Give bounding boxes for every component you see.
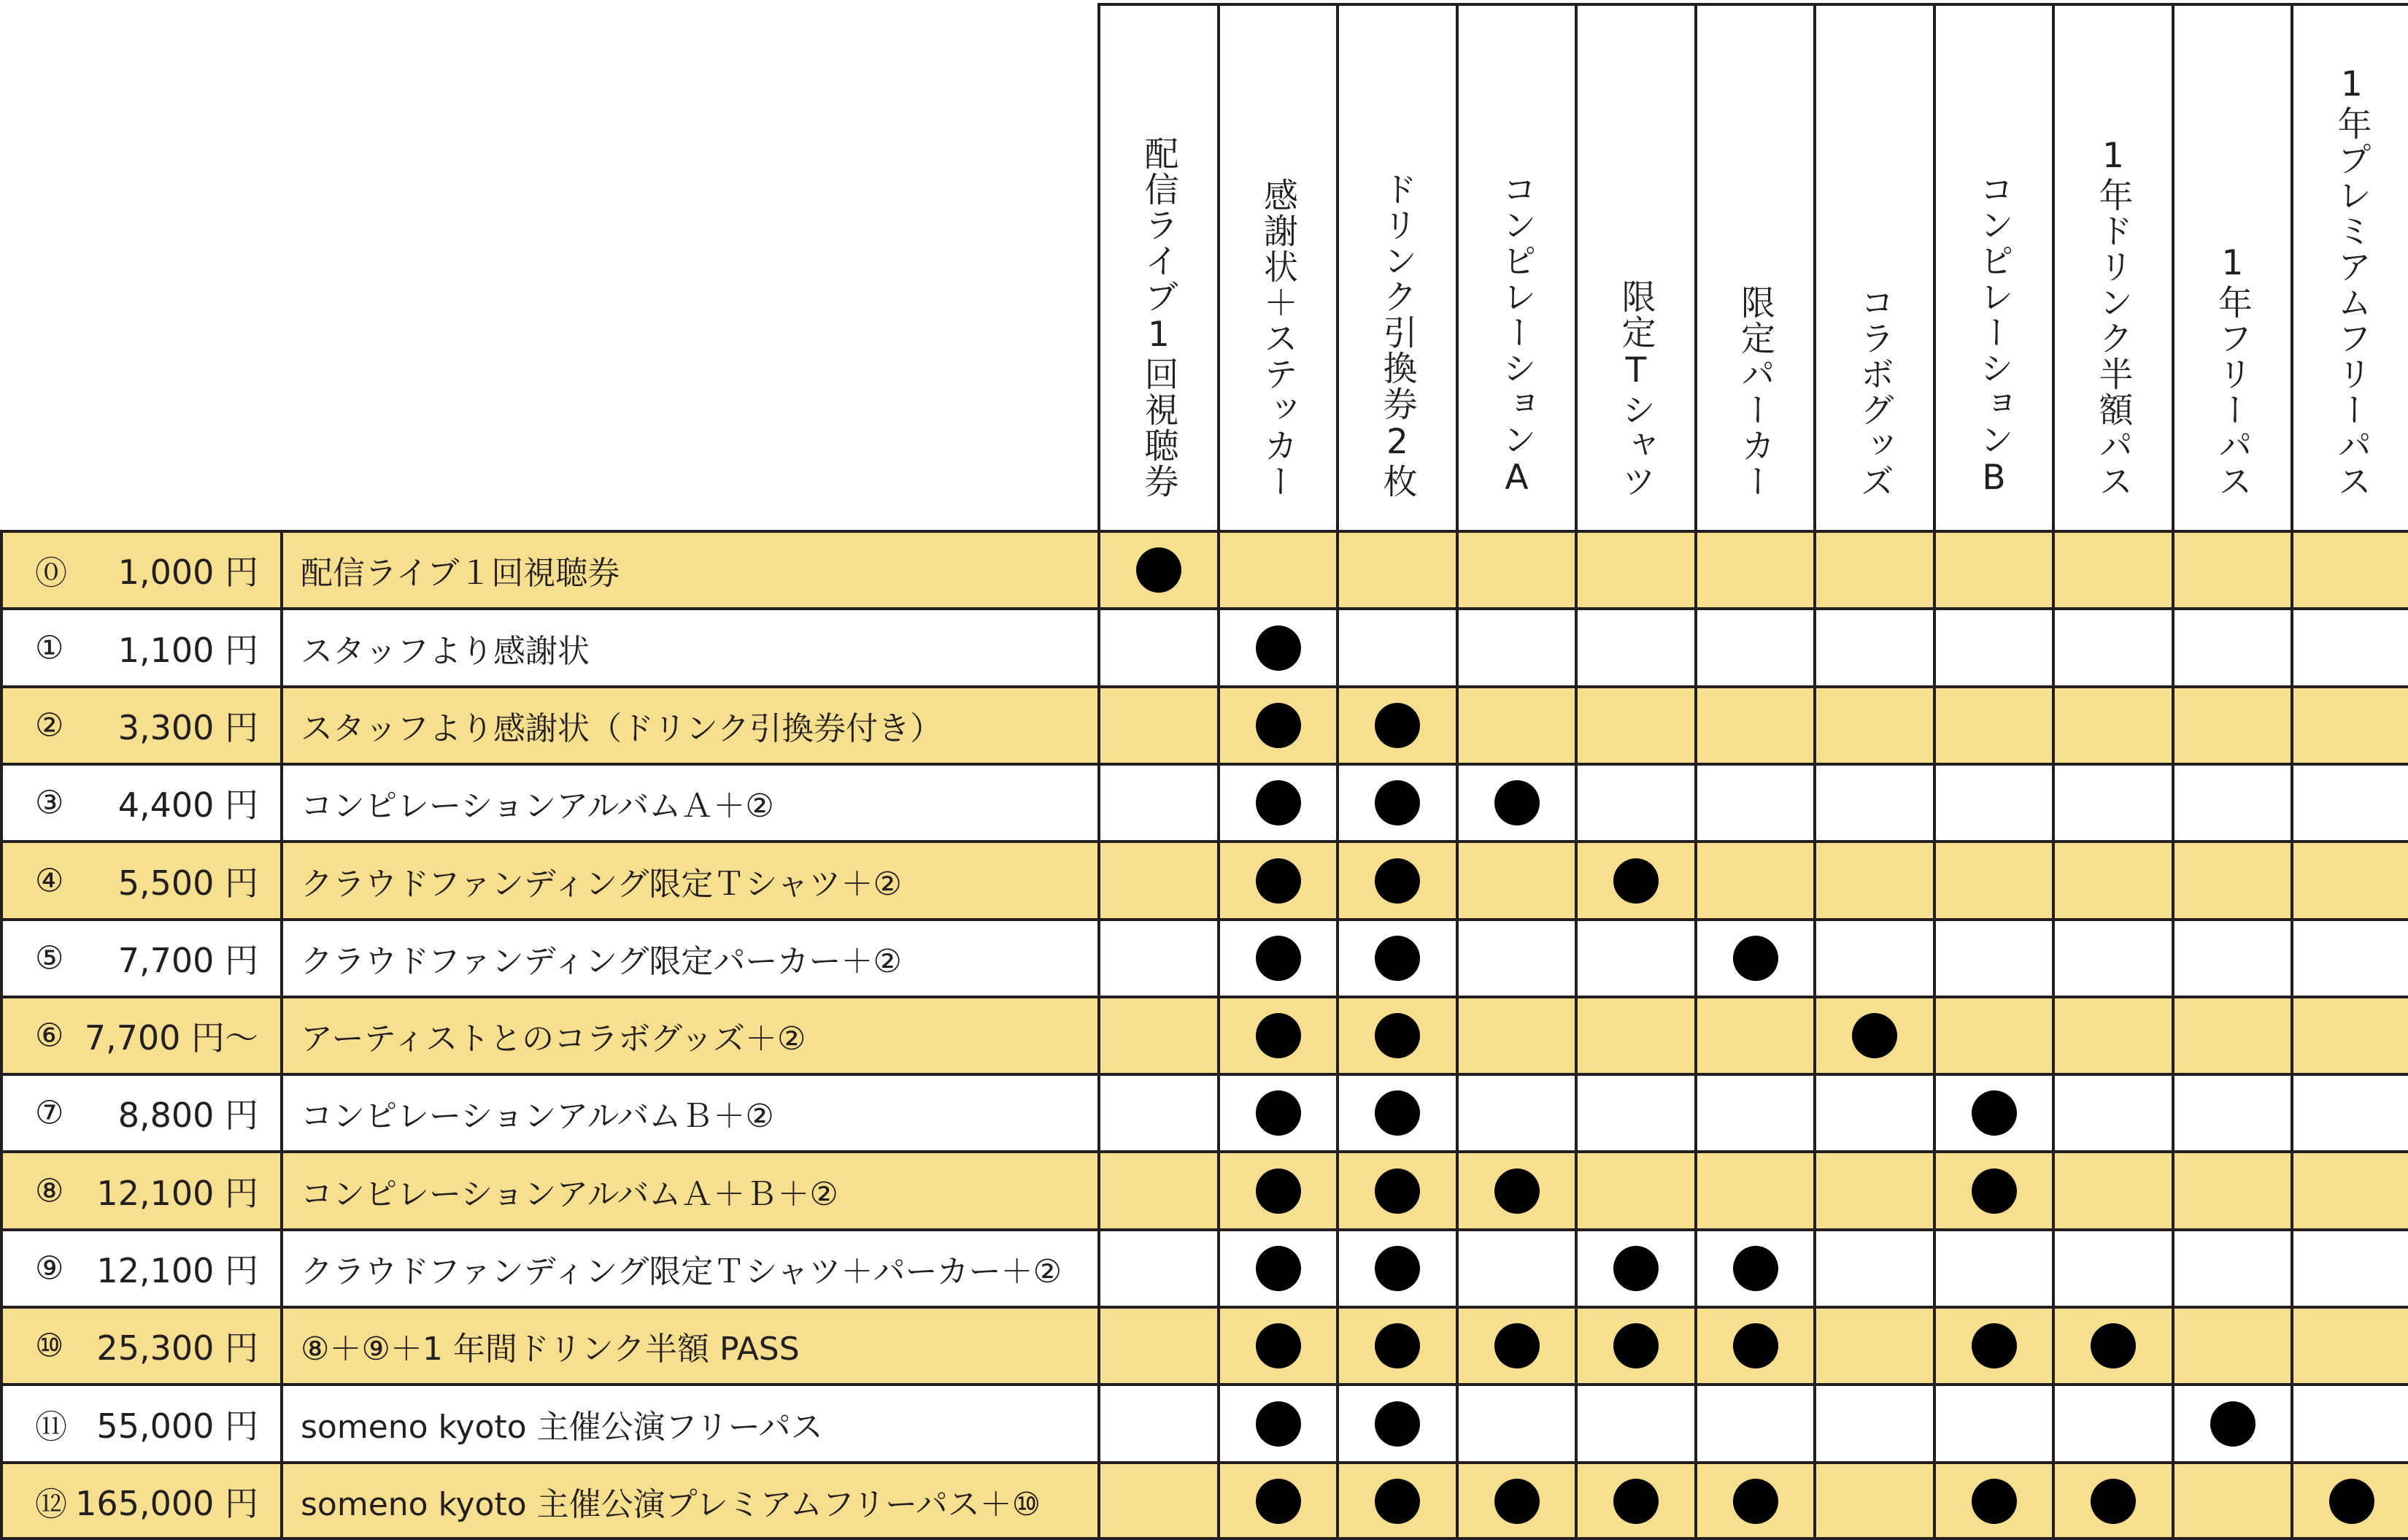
mark-cell bbox=[1813, 996, 1933, 1073]
included-mark bbox=[1375, 1323, 1420, 1368]
tier-description: コンピレーションアルバムＡ＋② bbox=[301, 788, 774, 825]
column-header-label: 感謝状＋ステッカー bbox=[1258, 177, 1298, 499]
mark-cell bbox=[1575, 1150, 1694, 1228]
table-row bbox=[0, 530, 2408, 607]
tier-description: クラウドファンディング限定パーカー＋② bbox=[301, 943, 902, 980]
included-mark bbox=[1972, 1479, 2017, 1524]
mark-cell bbox=[2172, 1073, 2291, 1150]
included-mark bbox=[1256, 703, 1301, 748]
mark-cell bbox=[1575, 607, 1694, 685]
mark-cell bbox=[1097, 840, 1217, 918]
mark-cell bbox=[2052, 685, 2172, 763]
mark-cell bbox=[1217, 530, 1336, 607]
mark-cell bbox=[1813, 840, 1933, 918]
mark-cell bbox=[1575, 1461, 1694, 1539]
mark-cell bbox=[1933, 1228, 2052, 1306]
mark-cell bbox=[1813, 1461, 1933, 1539]
included-mark bbox=[1733, 1323, 1778, 1368]
mark-cell bbox=[1336, 530, 1456, 607]
tier-description: ⑧＋⑨＋1 年間ドリンク半額 PASS bbox=[301, 1331, 800, 1368]
column-header-label: 1年ドリンク半額パス bbox=[2093, 136, 2134, 499]
mark-cell bbox=[1217, 1228, 1336, 1306]
description-cell bbox=[280, 918, 1097, 996]
column-header bbox=[1933, 3, 2052, 530]
mark-cell bbox=[1336, 1150, 1456, 1228]
tier-price: 8,800 円 bbox=[117, 1096, 258, 1135]
description-cell bbox=[280, 607, 1097, 685]
mark-cell bbox=[1217, 1383, 1336, 1461]
column-header bbox=[1456, 3, 1575, 530]
mark-cell bbox=[2291, 918, 2408, 996]
tier-price: 12,100 円 bbox=[96, 1173, 258, 1213]
mark-cell bbox=[1813, 607, 1933, 685]
column-header bbox=[1575, 3, 1694, 530]
mark-cell bbox=[1933, 1461, 2052, 1539]
mark-cell bbox=[1694, 1383, 1813, 1461]
tier-number: ④ bbox=[35, 862, 64, 899]
tier-description: 配信ライブ１回視聴券 bbox=[301, 555, 620, 592]
included-mark bbox=[1136, 547, 1181, 593]
column-header-label: コンピレーションB bbox=[1974, 172, 2014, 499]
mark-cell bbox=[1097, 685, 1217, 763]
mark-cell bbox=[1097, 1383, 1217, 1461]
mark-cell bbox=[2052, 918, 2172, 996]
mark-cell bbox=[1575, 918, 1694, 996]
mark-cell bbox=[2052, 1228, 2172, 1306]
included-mark bbox=[1256, 1246, 1301, 1291]
mark-cell bbox=[1694, 996, 1813, 1073]
mark-cell bbox=[1813, 1306, 1933, 1383]
mark-cell bbox=[1813, 1150, 1933, 1228]
mark-cell bbox=[1694, 1073, 1813, 1150]
tier-number: ③ bbox=[35, 784, 64, 822]
table-row bbox=[0, 1306, 2408, 1383]
included-mark bbox=[1375, 1013, 1420, 1058]
price-cell bbox=[0, 1228, 280, 1306]
mark-cell bbox=[1336, 1306, 1456, 1383]
table-row bbox=[0, 1073, 2408, 1150]
mark-cell bbox=[1813, 1383, 1933, 1461]
included-mark bbox=[2210, 1401, 2255, 1447]
tier-description: クラウドファンディング限定Ｔシャツ＋② bbox=[301, 865, 902, 903]
tier-number: ⑪ bbox=[35, 1408, 67, 1446]
tier-number: ⑦ bbox=[35, 1094, 64, 1132]
mark-cell bbox=[1694, 1306, 1813, 1383]
column-header-label: 限定パーカー bbox=[1735, 285, 1775, 499]
mark-cell bbox=[1097, 1073, 1217, 1150]
mark-cell bbox=[1933, 607, 2052, 685]
table-row bbox=[0, 763, 2408, 840]
mark-cell bbox=[2291, 1461, 2408, 1539]
mark-cell bbox=[1933, 918, 2052, 996]
mark-cell bbox=[1336, 996, 1456, 1073]
mark-cell bbox=[2052, 840, 2172, 918]
included-mark bbox=[1613, 1323, 1659, 1368]
mark-cell bbox=[1575, 996, 1694, 1073]
mark-cell bbox=[1336, 685, 1456, 763]
mark-cell bbox=[2291, 840, 2408, 918]
included-mark bbox=[1733, 1246, 1778, 1291]
mark-cell bbox=[2052, 1383, 2172, 1461]
tier-description: スタッフより感謝状 bbox=[301, 632, 590, 670]
mark-cell bbox=[2291, 1073, 2408, 1150]
mark-cell bbox=[1933, 530, 2052, 607]
tier-price: 1,000 円 bbox=[117, 553, 258, 592]
description-cell bbox=[280, 996, 1097, 1073]
included-mark bbox=[1256, 625, 1301, 671]
mark-cell bbox=[1694, 1150, 1813, 1228]
mark-cell bbox=[1813, 1073, 1933, 1150]
table-bottom-border bbox=[0, 1537, 2408, 1540]
included-mark bbox=[1375, 1401, 1420, 1447]
mark-cell bbox=[1456, 840, 1575, 918]
mark-cell bbox=[1336, 1383, 1456, 1461]
price-cell bbox=[0, 1306, 280, 1383]
price-cell bbox=[0, 996, 280, 1073]
mark-cell bbox=[1097, 1461, 1217, 1539]
mark-cell bbox=[2291, 1150, 2408, 1228]
included-mark bbox=[1494, 1169, 1540, 1214]
mark-cell bbox=[2172, 1228, 2291, 1306]
included-mark bbox=[1852, 1013, 1897, 1058]
mark-cell bbox=[1575, 685, 1694, 763]
mark-cell bbox=[1097, 1306, 1217, 1383]
mark-cell bbox=[1217, 996, 1336, 1073]
included-mark bbox=[1256, 780, 1301, 825]
included-mark bbox=[1375, 858, 1420, 904]
mark-cell bbox=[2052, 1073, 2172, 1150]
mark-cell bbox=[1456, 918, 1575, 996]
description-cell bbox=[280, 1306, 1097, 1383]
description-cell bbox=[280, 1228, 1097, 1306]
mark-cell bbox=[1336, 840, 1456, 918]
mark-cell bbox=[1813, 1228, 1933, 1306]
included-mark bbox=[1613, 1246, 1659, 1291]
mark-cell bbox=[2172, 1306, 2291, 1383]
included-mark bbox=[1256, 1323, 1301, 1368]
column-header-label: 限定Tシャツ bbox=[1616, 279, 1656, 499]
mark-cell bbox=[1575, 763, 1694, 840]
included-mark bbox=[1256, 1479, 1301, 1524]
table-row bbox=[0, 685, 2408, 763]
mark-cell bbox=[1456, 1073, 1575, 1150]
mark-cell bbox=[1217, 1150, 1336, 1228]
tier-price: 3,300 円 bbox=[117, 708, 258, 747]
column-header-label: 1年フリーパス bbox=[2212, 243, 2253, 499]
tier-number: ⑩ bbox=[35, 1327, 64, 1365]
mark-cell bbox=[2291, 1228, 2408, 1306]
included-mark bbox=[1256, 936, 1301, 981]
column-header-label: コンピレーションA bbox=[1497, 172, 1537, 499]
included-mark bbox=[2091, 1479, 2136, 1524]
mark-cell bbox=[1575, 530, 1694, 607]
mark-cell bbox=[1217, 607, 1336, 685]
mark-cell bbox=[2291, 763, 2408, 840]
tier-number: ⑤ bbox=[35, 939, 64, 977]
mark-cell bbox=[1336, 1461, 1456, 1539]
column-header bbox=[1336, 3, 1456, 530]
included-mark bbox=[1256, 1090, 1301, 1136]
price-cell bbox=[0, 1073, 280, 1150]
mark-cell bbox=[2291, 607, 2408, 685]
mark-cell bbox=[1933, 1383, 2052, 1461]
column-header bbox=[1217, 3, 1336, 530]
included-mark bbox=[1375, 703, 1420, 748]
included-mark bbox=[1375, 1479, 1420, 1524]
mark-cell bbox=[2291, 530, 2408, 607]
tier-description: コンピレーションアルバムＡ＋Ｂ＋② bbox=[301, 1175, 838, 1213]
table-row bbox=[0, 1228, 2408, 1306]
mark-cell bbox=[1456, 607, 1575, 685]
description-cell bbox=[280, 840, 1097, 918]
mark-cell bbox=[1933, 1306, 2052, 1383]
mark-cell bbox=[1933, 763, 2052, 840]
tier-price: 7,700 円 bbox=[117, 941, 258, 980]
mark-cell bbox=[1575, 840, 1694, 918]
included-mark bbox=[1494, 1323, 1540, 1368]
tier-number: ⑧ bbox=[35, 1172, 64, 1209]
tier-price: 1,100 円 bbox=[117, 630, 258, 670]
mark-cell bbox=[1097, 996, 1217, 1073]
tier-price: 12,100 円 bbox=[96, 1251, 258, 1290]
mark-cell bbox=[1456, 1228, 1575, 1306]
mark-cell bbox=[1575, 1306, 1694, 1383]
mark-cell bbox=[1933, 1150, 2052, 1228]
tier-description: アーティストとのコラボグッズ＋② bbox=[301, 1020, 806, 1058]
column-header bbox=[1694, 3, 1813, 530]
column-header-label: コラボグッズ bbox=[1854, 285, 1895, 499]
mark-cell bbox=[1336, 763, 1456, 840]
price-cell bbox=[0, 1383, 280, 1461]
tier-price: 55,000 円 bbox=[96, 1406, 258, 1446]
description-cell bbox=[280, 763, 1097, 840]
price-cell bbox=[0, 840, 280, 918]
tier-price: 7,700 円〜 bbox=[84, 1018, 258, 1058]
mark-cell bbox=[2291, 685, 2408, 763]
tier-number: ⑨ bbox=[35, 1250, 64, 1287]
mark-cell bbox=[1694, 1228, 1813, 1306]
price-cell bbox=[0, 918, 280, 996]
included-mark bbox=[1375, 1090, 1420, 1136]
mark-cell bbox=[1097, 530, 1217, 607]
mark-cell bbox=[1456, 1150, 1575, 1228]
included-mark bbox=[1375, 1246, 1420, 1291]
mark-cell bbox=[1933, 1073, 2052, 1150]
description-cell bbox=[280, 1150, 1097, 1228]
mark-cell bbox=[1694, 918, 1813, 996]
mark-cell bbox=[1933, 996, 2052, 1073]
column-header bbox=[1813, 3, 1933, 530]
mark-cell bbox=[1097, 1150, 1217, 1228]
column-header bbox=[2172, 3, 2291, 530]
included-mark bbox=[1972, 1323, 2017, 1368]
tier-price: 5,500 円 bbox=[117, 863, 258, 903]
price-cell bbox=[0, 1461, 280, 1539]
included-mark bbox=[2329, 1479, 2374, 1524]
column-header bbox=[2052, 3, 2172, 530]
table-row bbox=[0, 1461, 2408, 1539]
included-mark bbox=[1256, 858, 1301, 904]
included-mark bbox=[1613, 858, 1659, 904]
included-mark bbox=[1256, 1013, 1301, 1058]
mark-cell bbox=[1813, 918, 1933, 996]
mark-cell bbox=[2052, 996, 2172, 1073]
table-row bbox=[0, 918, 2408, 996]
tier-description: コンピレーションアルバムＢ＋② bbox=[301, 1098, 774, 1135]
mark-cell bbox=[2052, 1306, 2172, 1383]
included-mark bbox=[1256, 1169, 1301, 1214]
mark-cell bbox=[1336, 607, 1456, 685]
description-cell bbox=[280, 685, 1097, 763]
mark-cell bbox=[1694, 530, 1813, 607]
mark-cell bbox=[1456, 763, 1575, 840]
mark-cell bbox=[1336, 918, 1456, 996]
column-header-label: 配信ライブ1回視聴券 bbox=[1138, 136, 1179, 499]
mark-cell bbox=[2291, 1383, 2408, 1461]
mark-cell bbox=[1575, 1383, 1694, 1461]
mark-cell bbox=[2172, 530, 2291, 607]
mark-cell bbox=[1336, 1073, 1456, 1150]
mark-cell bbox=[1456, 685, 1575, 763]
mark-cell bbox=[1456, 530, 1575, 607]
table-row bbox=[0, 996, 2408, 1073]
price-cell bbox=[0, 685, 280, 763]
price-cell bbox=[0, 607, 280, 685]
mark-cell bbox=[2172, 996, 2291, 1073]
mark-cell bbox=[1694, 607, 1813, 685]
column-header-label: 1年プレミアムフリーパス bbox=[2331, 64, 2372, 499]
mark-cell bbox=[2052, 763, 2172, 840]
mark-cell bbox=[2172, 763, 2291, 840]
mark-cell bbox=[2172, 1150, 2291, 1228]
mark-cell bbox=[2172, 1461, 2291, 1539]
mark-cell bbox=[1694, 763, 1813, 840]
mark-cell bbox=[1217, 1306, 1336, 1383]
included-mark bbox=[1972, 1169, 2017, 1214]
mark-cell bbox=[1097, 763, 1217, 840]
mark-cell bbox=[1694, 685, 1813, 763]
included-mark bbox=[1494, 1479, 1540, 1524]
tier-number: ② bbox=[35, 707, 64, 744]
tier-number: ⓪ bbox=[35, 555, 67, 592]
mark-cell bbox=[1097, 918, 1217, 996]
mark-cell bbox=[2052, 1150, 2172, 1228]
included-mark bbox=[2091, 1323, 2136, 1368]
included-mark bbox=[1733, 936, 1778, 981]
tier-price: 4,400 円 bbox=[117, 785, 258, 825]
mark-cell bbox=[1575, 1228, 1694, 1306]
mark-cell bbox=[1933, 685, 2052, 763]
description-cell bbox=[280, 1383, 1097, 1461]
mark-cell bbox=[2172, 607, 2291, 685]
included-mark bbox=[1375, 1169, 1420, 1214]
tier-description: スタッフより感謝状（ドリンク引換券付き） bbox=[301, 710, 943, 747]
mark-cell bbox=[1217, 685, 1336, 763]
mark-cell bbox=[1575, 1073, 1694, 1150]
table-row bbox=[0, 1150, 2408, 1228]
price-cell bbox=[0, 763, 280, 840]
mark-cell bbox=[1694, 840, 1813, 918]
mark-cell bbox=[1217, 840, 1336, 918]
mark-cell bbox=[2172, 1383, 2291, 1461]
mark-cell bbox=[1813, 530, 1933, 607]
table-row bbox=[0, 1383, 2408, 1461]
table-row bbox=[0, 607, 2408, 685]
mark-cell bbox=[1456, 996, 1575, 1073]
column-header bbox=[2291, 3, 2408, 530]
column-header-label: ドリンク引換券2枚 bbox=[1377, 172, 1418, 499]
included-mark bbox=[1375, 936, 1420, 981]
mark-cell bbox=[2172, 840, 2291, 918]
mark-cell bbox=[2172, 685, 2291, 763]
mark-cell bbox=[2291, 996, 2408, 1073]
mark-cell bbox=[1456, 1383, 1575, 1461]
mark-cell bbox=[1336, 1228, 1456, 1306]
tier-number: ① bbox=[35, 629, 64, 666]
price-cell bbox=[0, 530, 280, 607]
mark-cell bbox=[1217, 1073, 1336, 1150]
mark-cell bbox=[1217, 918, 1336, 996]
mark-cell bbox=[1097, 607, 1217, 685]
included-mark bbox=[1375, 780, 1420, 825]
included-mark bbox=[1733, 1479, 1778, 1524]
mark-cell bbox=[1813, 685, 1933, 763]
column-header bbox=[1097, 3, 1217, 530]
mark-cell bbox=[1933, 840, 2052, 918]
tier-description: someno kyoto 主催公演プレミアムフリーパス＋⑩ bbox=[301, 1486, 1041, 1523]
mark-cell bbox=[2052, 530, 2172, 607]
tier-description: クラウドファンディング限定Ｔシャツ＋パーカー＋② bbox=[301, 1253, 1062, 1290]
mark-cell bbox=[2172, 918, 2291, 996]
table-row bbox=[0, 840, 2408, 918]
included-mark bbox=[1256, 1401, 1301, 1447]
mark-cell bbox=[1217, 763, 1336, 840]
mark-cell bbox=[1813, 763, 1933, 840]
tier-price: 165,000 円 bbox=[75, 1484, 258, 1523]
mark-cell bbox=[1217, 1461, 1336, 1539]
price-cell bbox=[0, 1150, 280, 1228]
tier-number: ⑥ bbox=[35, 1017, 64, 1055]
included-mark bbox=[1613, 1479, 1659, 1524]
mark-cell bbox=[1456, 1306, 1575, 1383]
mark-cell bbox=[1456, 1461, 1575, 1539]
included-mark bbox=[1494, 780, 1540, 825]
tier-price: 25,300 円 bbox=[96, 1328, 258, 1368]
tier-number: ⑫ bbox=[35, 1486, 67, 1523]
mark-cell bbox=[2291, 1306, 2408, 1383]
description-cell bbox=[280, 1461, 1097, 1539]
description-cell bbox=[280, 1073, 1097, 1150]
mark-cell bbox=[2052, 1461, 2172, 1539]
mark-cell bbox=[1694, 1461, 1813, 1539]
description-cell bbox=[280, 530, 1097, 607]
included-mark bbox=[1972, 1090, 2017, 1136]
tier-description: someno kyoto 主催公演フリーパス bbox=[301, 1408, 823, 1446]
mark-cell bbox=[1097, 1228, 1217, 1306]
mark-cell bbox=[2052, 607, 2172, 685]
